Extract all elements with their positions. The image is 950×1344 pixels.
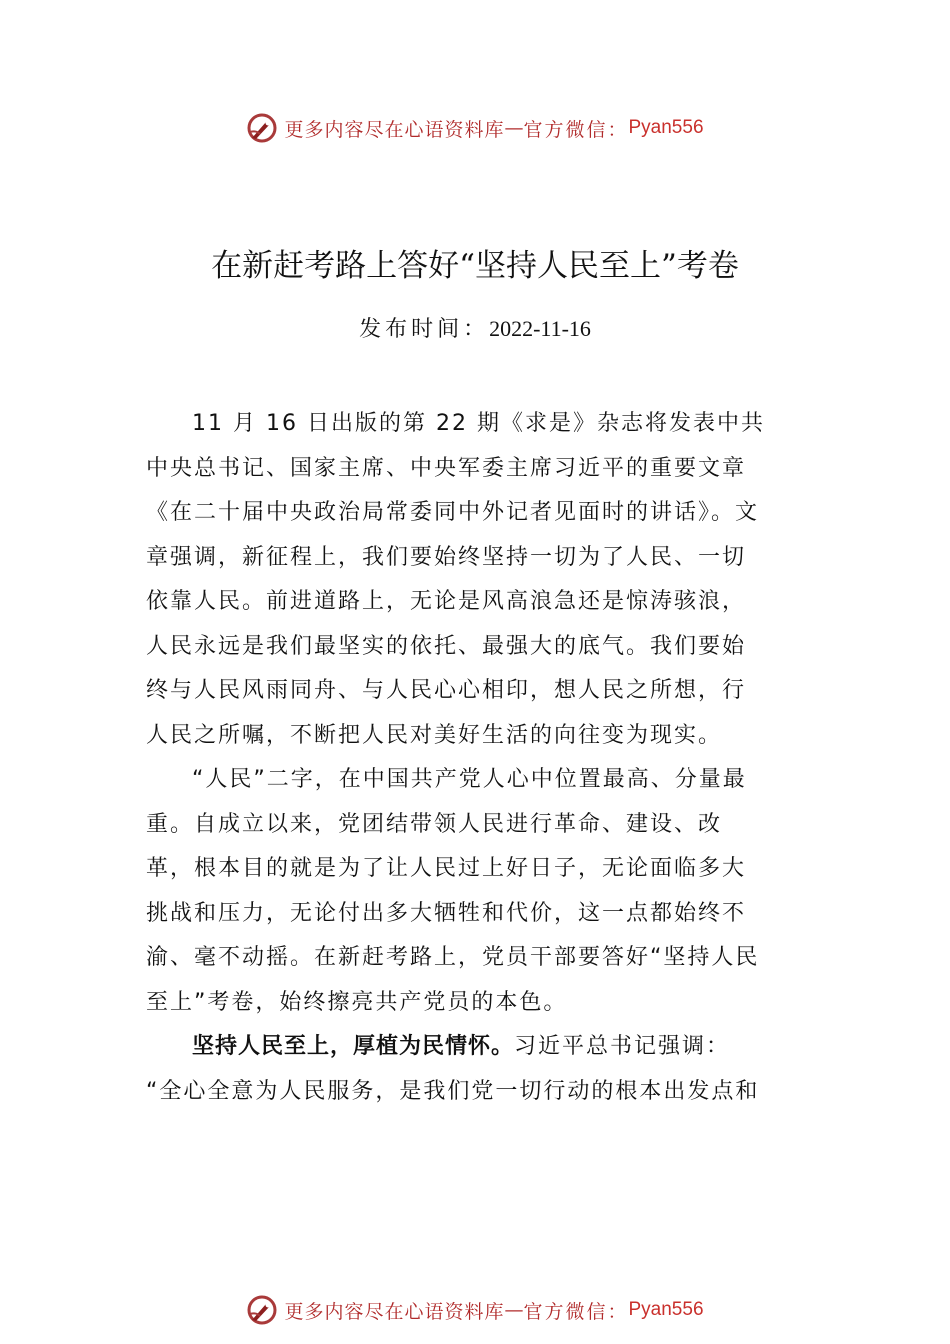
text-line: 终与人民风雨同舟、与人民心心相印，想人民之所想，行 [146, 678, 747, 703]
paragraph-1 [146, 402, 796, 758]
text-line: 11 月 16 日出版的第 22 期《求是》杂志将发表中共 [192, 411, 765, 436]
text-line [146, 1025, 796, 1070]
banner-separator: — [504, 1299, 524, 1321]
text-line: 革，根本目的就是为了让人民过上好日子，无论面临多大 [146, 856, 747, 881]
wechat-label: 官方微信： [523, 1300, 629, 1323]
paragraph-2 [146, 758, 796, 1025]
text-line: 章强调，新征程上，我们要始终坚持一切为了人民、一切 [146, 544, 747, 570]
text-line: 《在二十届中央政治局常委同中外记者见面时的讲话》。文 [146, 500, 760, 525]
article-title: 在新赶考路上答好“坚持人民至上”考卷 [211, 248, 739, 284]
publish-date [0, 312, 950, 343]
text-line: 人民永远是我们最坚实的依托、最强大的底气。我们要始 [146, 633, 747, 659]
pen-nib-circle-icon [246, 112, 278, 144]
wechat-id: Pyan556 [628, 1299, 704, 1320]
wechat-id: Pyan556 [628, 117, 704, 138]
wechat-label: 官方微信： [523, 118, 629, 141]
header-banner [0, 108, 950, 148]
pen-nib-circle-icon [246, 1294, 278, 1326]
text-line: “全心全意为人民服务，是我们党一切行动的根本出发点和 [146, 1078, 760, 1104]
bold-lead: 坚持人民至上，厚植为民情怀。 [192, 1034, 515, 1059]
text-line: 依靠人民。前进道路上，无论是风高浪急还是惊涛骇浪， [146, 589, 747, 614]
date-value: 2022-11-16 [489, 316, 591, 341]
banner-separator: — [504, 117, 524, 139]
text-line: 渝、毫不动摇。在新赶考路上，党员干部要答好“坚持人民 [146, 945, 760, 970]
footer-banner [0, 1290, 950, 1330]
text-line: 中央总书记、国家主席、中央军委主席习近平的重要文章 [146, 455, 747, 481]
article-body [146, 402, 796, 1114]
text-line: 至上”考卷，始终擦亮共产党员的本色。 [146, 989, 568, 1015]
paragraph-3 [146, 1025, 796, 1114]
lead-rest: 习近平总书记强调： [514, 1034, 731, 1059]
date-label: 发布时间： [359, 317, 490, 342]
text-line: “人民”二字，在中国共产党人心中位置最高、分量最 [192, 767, 747, 792]
text-line: 人民之所嘱，不断把人民对美好生活的向往变为现实。 [146, 722, 723, 748]
brand-text: 更多内容尽在心语资料库 [284, 1300, 505, 1323]
text-line: 挑战和压力，无论付出多大牺牲和代价，这一点都始终不 [146, 900, 747, 926]
text-line: 重。自成立以来，党团结带领人民进行革命、建设、改 [146, 811, 723, 837]
brand-text: 更多内容尽在心语资料库 [284, 118, 505, 141]
